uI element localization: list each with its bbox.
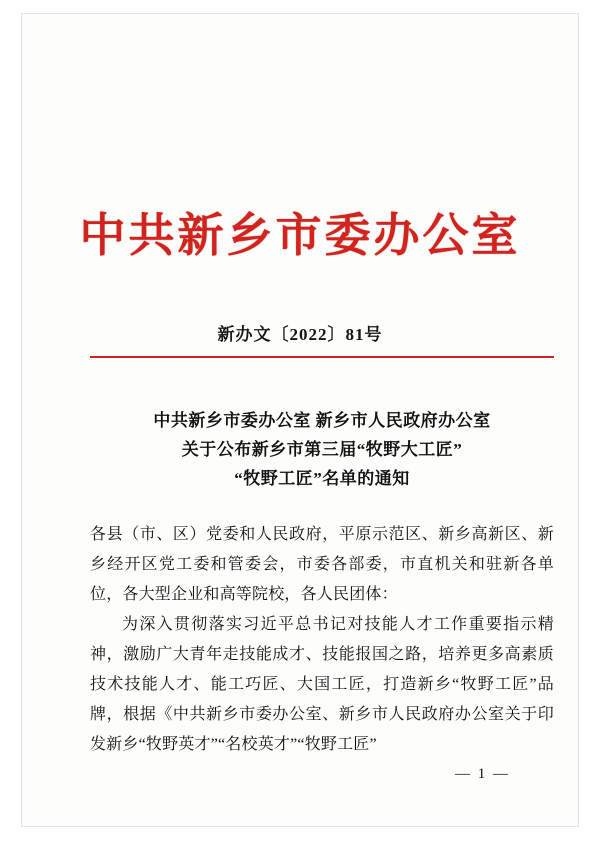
document-sheet	[22, 14, 578, 826]
headline-line-2: 关于公布新乡市第三届“牧野大工匠”	[181, 440, 463, 459]
body-paragraph-1: 各县（市、区）党委和人民政府，平原示范区、新乡高新区、新乡经开区党工委和管委会，市委各部委，市直机关和驻新各单位，各大型企业和高等院校，各人民团体：	[90, 526, 554, 603]
body-paragraph-2: 为深入贯彻落实习近平总书记对技能人才工作重要指示精神，激励广大青年走技能成才、技能报国之路，培养更多高素质技术技能人才、能工巧匠、大国工匠，打造新乡“牧野工匠”品牌，根据《中共新乡市委办公室、新乡市人民政府办公室关于印发新乡“牧野英才”“名校英才”“牧野工匠”	[90, 616, 554, 753]
document-number: 新办文〔2022〕81号	[217, 325, 383, 344]
headline-line-1: 中共新乡市委办公室 新乡市人民政府办公室	[153, 411, 491, 430]
page-title: 中共新乡市委办公室	[79, 208, 521, 262]
red-divider-rule	[90, 356, 554, 358]
headline-line-3: “牧野工匠”名单的通知	[234, 469, 410, 488]
document-headline	[84, 406, 560, 493]
document-body	[90, 520, 554, 760]
page-number: — 1 —	[455, 766, 510, 782]
